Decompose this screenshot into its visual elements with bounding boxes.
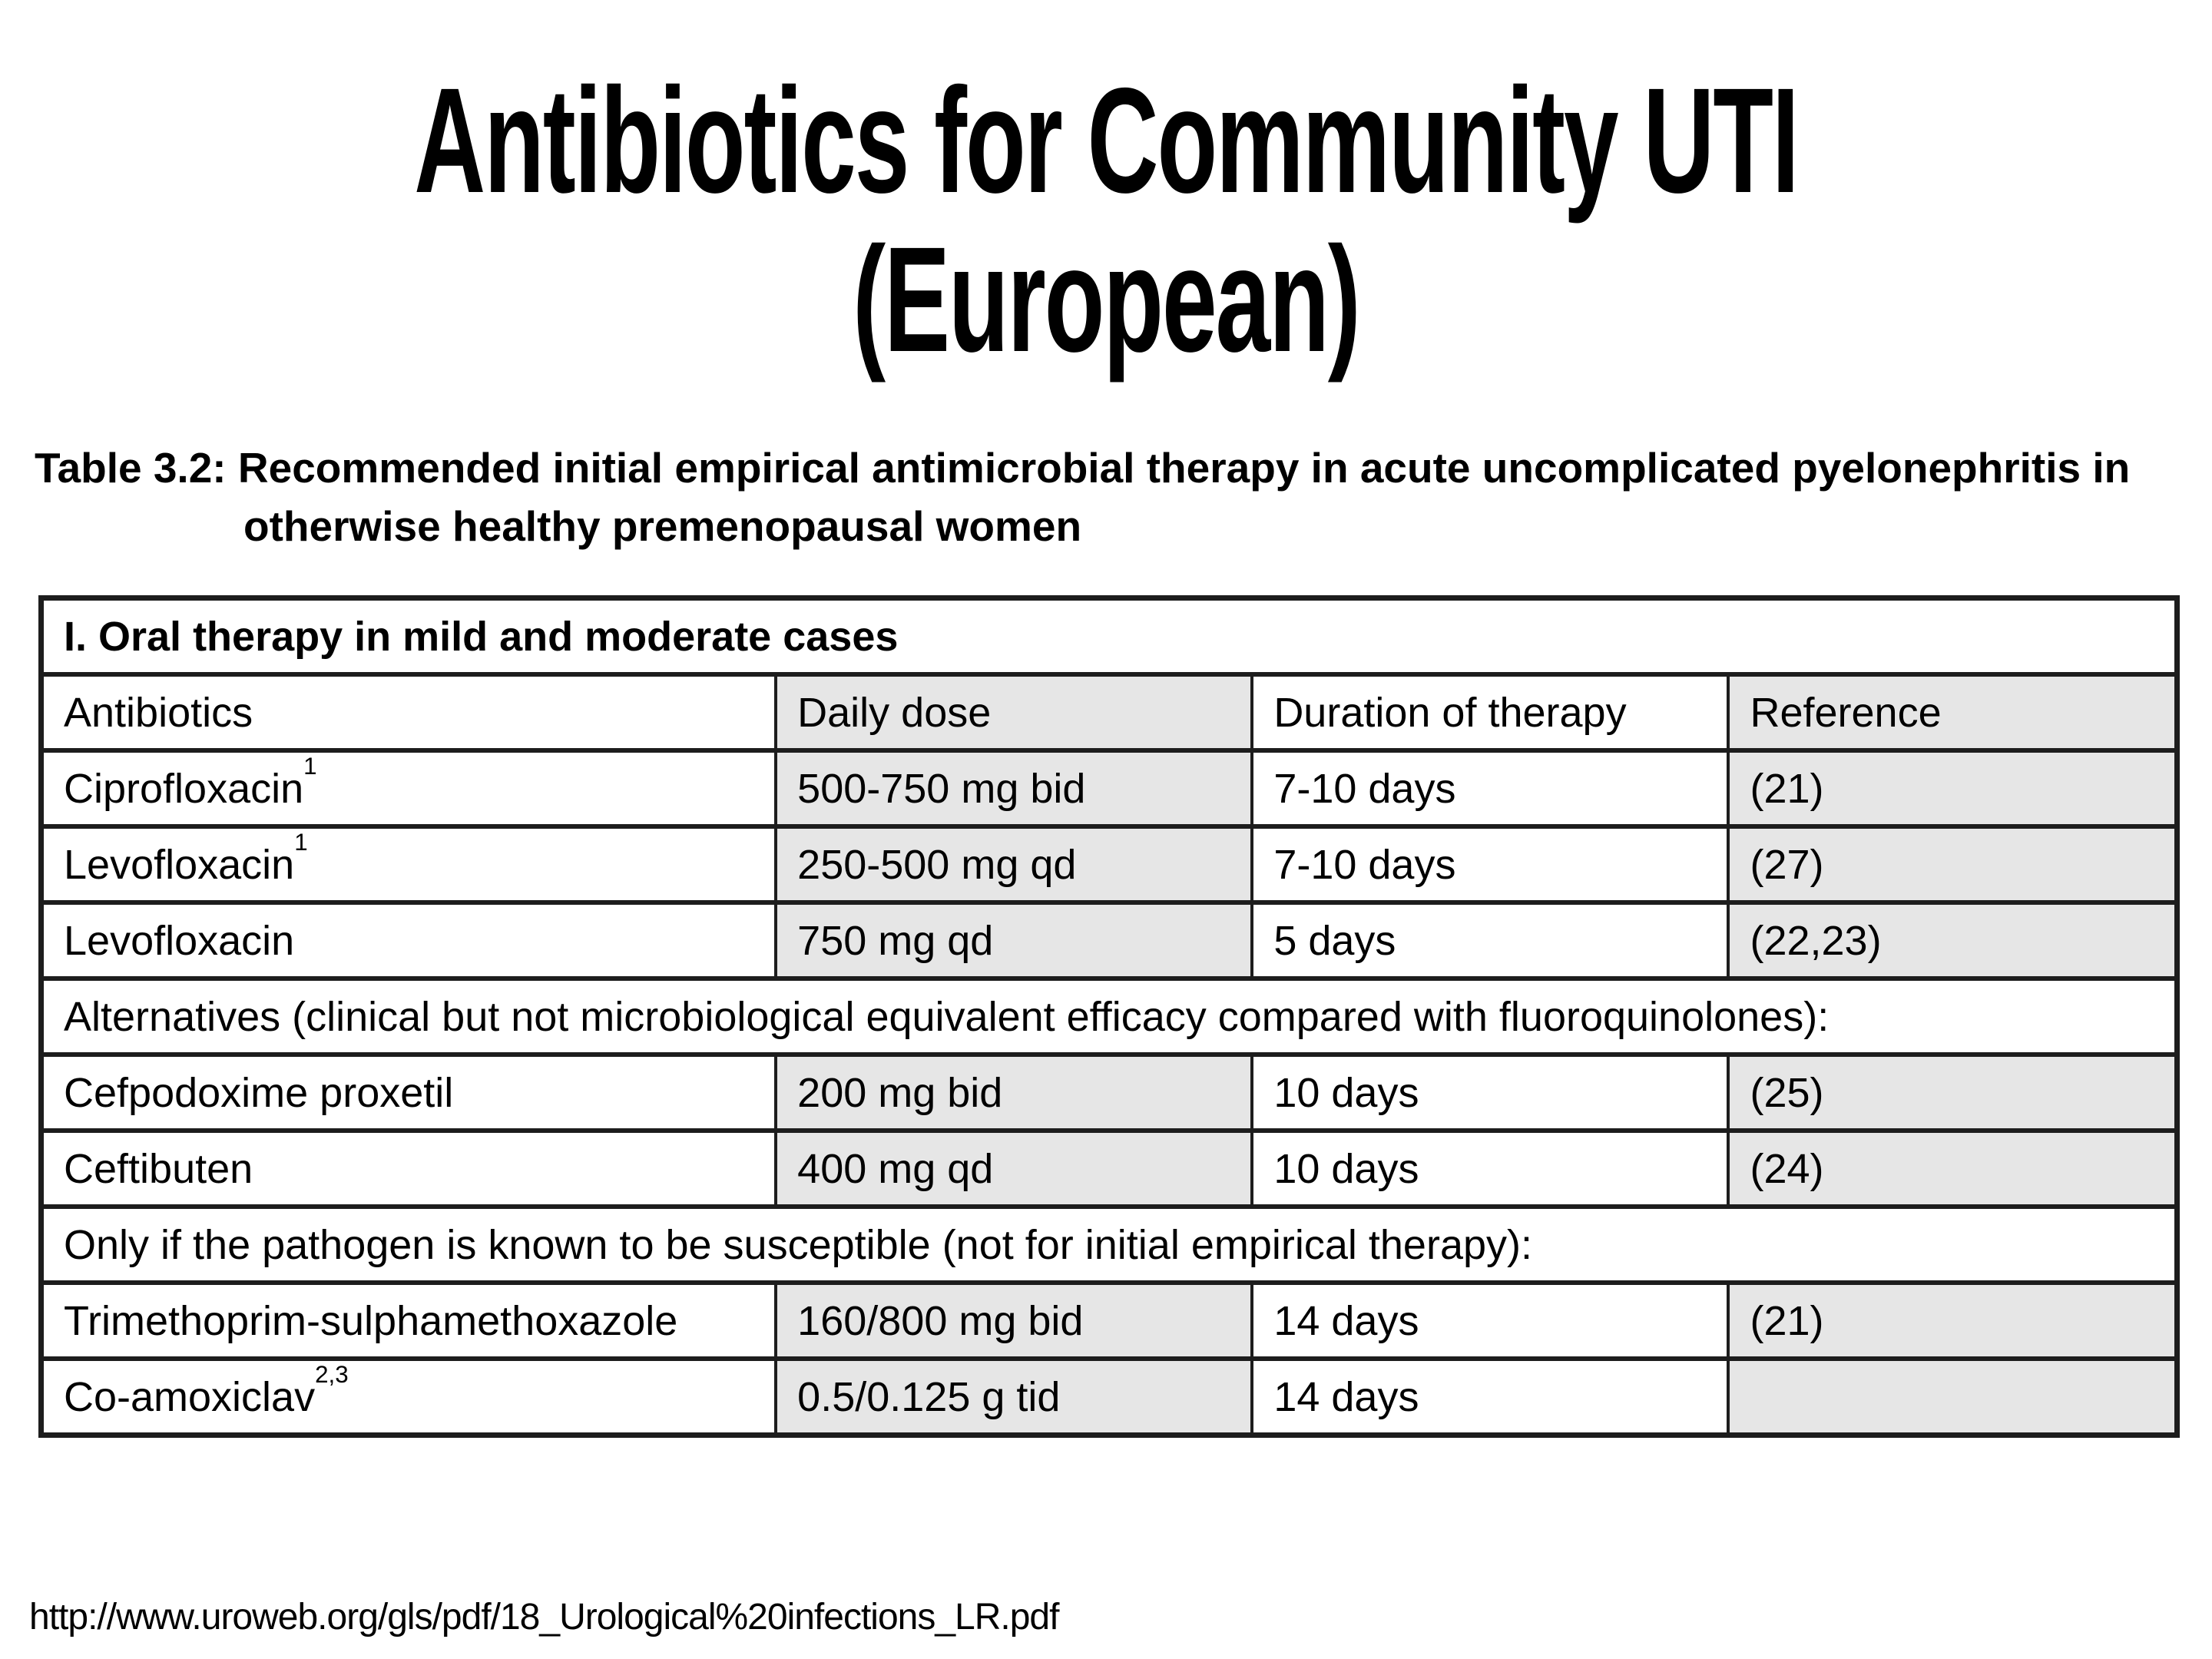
table-cell: (22,23)	[1728, 902, 2177, 979]
table-section-row	[41, 979, 2177, 1055]
table-cell: 400 mg qd	[776, 1131, 1252, 1207]
table-cell: (25)	[1728, 1055, 2177, 1131]
table-row	[41, 1055, 2177, 1131]
table-cell: 200 mg bid	[776, 1055, 1252, 1131]
table-cell: 7-10 days	[1252, 826, 1728, 902]
table-cell: (21)	[1728, 1283, 2177, 1359]
therapy-table-container	[38, 595, 2180, 1438]
table-cell: Levofloxacin	[41, 902, 777, 979]
slide-title	[376, 57, 1836, 383]
table-cell: Co-amoxiclav$^{2,3}$	[41, 1359, 777, 1435]
table-row	[41, 902, 2177, 979]
footnote-superscript: 1	[303, 753, 317, 780]
table-caption-line2: otherwise healthy premenopausal women	[243, 502, 1082, 550]
table-caption	[35, 439, 2185, 556]
table-caption-line1: Table 3.2: Recommended initial empirical antimicrobial therapy in acute uncomplicated pyelonephritis in	[35, 444, 2131, 492]
table-header-row	[41, 674, 2177, 750]
table-cell: Ceftibuten	[41, 1131, 777, 1207]
table-cell: Cefpodoxime proxetil	[41, 1055, 777, 1131]
section-label-cell: Only if the pathogen is known to be susceptible (not for initial empirical therapy):	[41, 1207, 2177, 1283]
table-cell: Trimethoprim-sulphamethoxazole	[41, 1283, 777, 1359]
table-cell	[1728, 1359, 2177, 1435]
source-url: http://www.uroweb.org/gls/pdf/18_Urological%20infections_LR.pdf	[29, 1597, 1059, 1637]
therapy-table	[38, 595, 2180, 1438]
footnote-superscript: 1	[294, 829, 308, 856]
column-header-cell: Duration of therapy	[1252, 674, 1728, 750]
slide-title-line1: Antibiotics for Community UTI	[414, 57, 1798, 224]
table-cell: 500-750 mg bid	[776, 750, 1252, 826]
table-cell: 14 days	[1252, 1283, 1728, 1359]
table-cell: 7-10 days	[1252, 750, 1728, 826]
table-cell: 10 days	[1252, 1131, 1728, 1207]
table-row	[41, 1283, 2177, 1359]
footnote-superscript: 2,3	[315, 1361, 349, 1389]
table-cell: Ciprofloxacin$^1$	[41, 750, 777, 826]
table-cell: Levofloxacin$^1$	[41, 826, 777, 902]
table-body	[41, 598, 2177, 1435]
table-row	[41, 1131, 2177, 1207]
table-row	[41, 1359, 2177, 1435]
table-cell: 14 days	[1252, 1359, 1728, 1435]
section-label-cell: Alternatives (clinical but not microbiological equivalent efficacy compared with fluoroquinolones):	[41, 979, 2177, 1055]
table-cell: 160/800 mg bid	[776, 1283, 1252, 1359]
table-row	[41, 826, 2177, 902]
table-cell: 0.5/0.125 g tid	[776, 1359, 1252, 1435]
table-section-row	[41, 598, 2177, 675]
section-label-cell: I. Oral therapy in mild and moderate cases	[41, 598, 2177, 675]
table-section-row	[41, 1207, 2177, 1283]
table-cell: 5 days	[1252, 902, 1728, 979]
column-header-cell: Antibiotics	[41, 674, 777, 750]
column-header-cell: Daily dose	[776, 674, 1252, 750]
table-cell: 250-500 mg qd	[776, 826, 1252, 902]
table-cell: (21)	[1728, 750, 2177, 826]
slide-title-line2: (European)	[853, 215, 1359, 383]
table-row	[41, 750, 2177, 826]
column-header-cell: Reference	[1728, 674, 2177, 750]
table-cell: 10 days	[1252, 1055, 1728, 1131]
table-cell: 750 mg qd	[776, 902, 1252, 979]
table-cell: (24)	[1728, 1131, 2177, 1207]
table-cell: (27)	[1728, 826, 2177, 902]
